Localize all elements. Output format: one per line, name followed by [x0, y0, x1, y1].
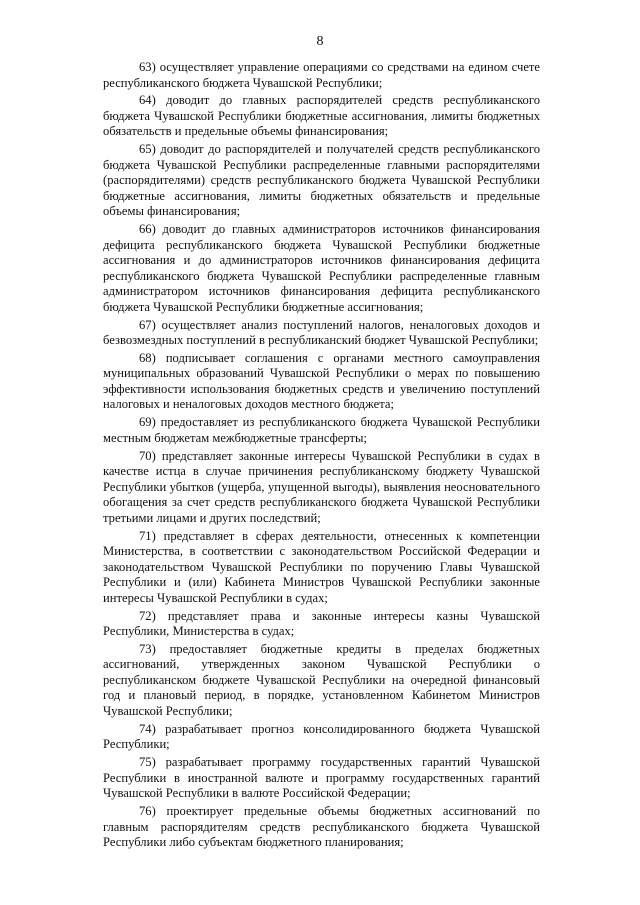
paragraph-66: 66) доводит до главных администраторов источников финансирования дефицита республиканского бюджета Чувашской Республики бюджетные ассигнования и до администраторов источников финансирования дефицита республиканского бюджета Чувашской Республики распределенные главным администратором источников финансирования дефицита республиканского бюджета Чувашской Республики бюджетные ассигнования;: [103, 222, 540, 314]
paragraph-64: 64) доводит до главных распорядителей средств республиканского бюджета Чувашской Республики бюджетные ассигнования, лимиты бюджетных обязательств и предельные объемы финансирования;: [103, 93, 540, 139]
paragraph-76: 76) проектирует предельные объемы бюджетных ассигнований по главным распорядителям средств республиканского бюджета Чувашской Республики либо субъектам бюджетного планирования;: [103, 804, 540, 850]
paragraph-69: 69) предоставляет из республиканского бюджета Чувашской Республики местным бюджетам межбюджетные трансферты;: [103, 415, 540, 445]
paragraph-71: 71) представляет в сферах деятельности, отнесенных к компетенции Министерства, в соответствии с законодательством Российской Федерации и законодательством Чувашской Республики по поручению Главы Чувашской Республики и (или) Кабинета Министров Чувашской Республики законные интересы Чувашской Республики в судах;: [103, 528, 540, 605]
paragraph-70: 70) представляет законные интересы Чувашской Республики в судах в качестве истца в случае причинения республиканскому бюджету Чувашской Республики убытков (ущерба, упущенной выгоды), выявления неосновательного обогащения за счет средств республиканского бюджета Чувашской Республики третьими лицами и других последствий;: [103, 448, 540, 525]
page-number: 8: [316, 34, 324, 49]
paragraph-72: 72) представляет права и законные интересы казны Чувашской Республики, Министерства в судах;: [103, 608, 540, 639]
paragraph-74: 74) разрабатывает прогноз консолидированного бюджета Чувашской Республики;: [103, 721, 540, 752]
paragraph-63: 63) осуществляет управление операциями со средствами на едином счете республиканского бюджета Чувашской Республики;: [103, 60, 540, 90]
paragraph-75: 75) разрабатывает программу государственных гарантий Чувашской Республики в иностранной валюте и программу государственных гарантий Чувашской Республики в валюте Российской Федерации;: [103, 755, 540, 801]
paragraph-65: 65) доводит до распорядителей и получателей средств республиканского бюджета Чувашской Республики распределенные главными распорядителями (распорядителями) средств республиканского бюджета Чувашской Республики бюджетные ассигнования, лимиты бюджетных обязательств и предельные объемы финансирования;: [103, 142, 540, 219]
paragraph-67: 67) осуществляет анализ поступлений налогов, неналоговых доходов и безвозмездных поступлений в республиканский бюджет Чувашской Республики;: [103, 317, 540, 348]
document-body: [103, 60, 540, 853]
paragraph-68: 68) подписывает соглашения с органами местного самоуправления муниципальных образований Чувашской Республики о мерах по повышению эффективности использования бюджетных средств и увеличению поступлений налоговых и неналоговых доходов местного бюджета;: [103, 350, 540, 412]
paragraph-73: 73) предоставляет бюджетные кредиты в пределах бюджетных ассигнований, утвержденных законом Чувашской Республики о республиканском бюджете Чувашской Республики на очередной финансовый год и плановый период, в порядке, установленном Кабинетом Министров Чувашской Республики;: [103, 641, 540, 718]
